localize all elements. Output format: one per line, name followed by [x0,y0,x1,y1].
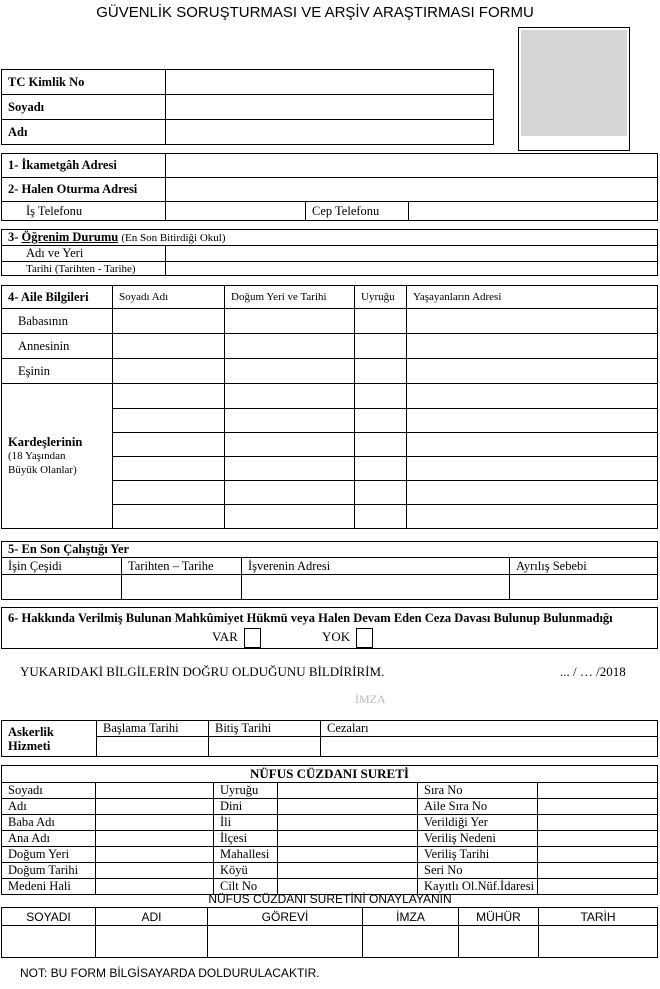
nufus-label: İlçesi [214,831,278,847]
spouse-address[interactable] [407,359,658,384]
father-address[interactable] [407,309,658,334]
photo-placeholder [521,30,627,136]
current-address-label: 2- Halen Oturma Adresi [2,178,166,202]
family-col-address: Yaşayanların Adresi [407,286,658,309]
residence-label: 1- İkametgâh Adresi [2,154,166,178]
approval-col-role: GÖREVİ [208,908,363,926]
mother-name[interactable] [113,334,225,359]
sibling-cell[interactable] [113,457,225,481]
military-col-end: Bitiş Tarihi [209,721,321,737]
nufus-label: Verildiği Yer [418,815,538,831]
job-dates-field[interactable] [122,575,242,600]
family-col-name: Soyadı Adı [113,286,225,309]
approval-field[interactable] [459,926,539,958]
nufus-label: Ana Adı [2,831,96,847]
mobile-label: Cep Telefonu [306,202,409,221]
nufus-label: Doğum Tarihi [2,863,96,879]
sibling-cell[interactable] [407,433,658,457]
sibling-cell[interactable] [113,384,225,409]
sibling-cell[interactable] [225,457,355,481]
mother-label: Annesinin [2,334,113,359]
nufus-field[interactable] [96,799,214,815]
education-table [1,229,658,276]
nufus-field[interactable] [538,783,658,799]
nufus-label: Uyruğu [214,783,278,799]
family-label: 4- Aile Bilgileri [2,286,113,309]
address-table [1,153,658,221]
sibling-cell[interactable] [407,505,658,529]
sibling-cell[interactable] [407,481,658,505]
work-phone-field[interactable] [166,202,306,221]
nufus-field[interactable] [278,815,418,831]
nufus-label: Veriliş Nedeni [418,831,538,847]
job-col-reason: Ayrılış Sebebi [510,558,658,575]
nufus-title: NÜFUS CÜZDANI SURETİ [2,766,658,783]
job-table [1,541,658,600]
nufus-field[interactable] [278,799,418,815]
job-reason-field[interactable] [510,575,658,600]
nufus-field[interactable] [96,783,214,799]
sibling-cell[interactable] [225,384,355,409]
job-col-dates: Tarihten – Tarihe [122,558,242,575]
conviction-yes: VAR [212,628,261,648]
father-nationality[interactable] [355,309,407,334]
nufus-label: Köyü [214,863,278,879]
spouse-name[interactable] [113,359,225,384]
military-col-penalties: Cezaları [321,721,658,737]
siblings-label: Kardeşlerinin (18 Yaşından Büyük Olanlar) [2,384,113,529]
nufus-field[interactable] [278,863,418,879]
approval-field[interactable] [2,926,96,958]
family-col-nationality: Uyruğu [355,286,407,309]
mother-nationality[interactable] [355,334,407,359]
sibling-cell[interactable] [355,433,407,457]
name-field[interactable] [166,120,494,145]
spouse-birth[interactable] [225,359,355,384]
nufus-label: Mahallesi [214,847,278,863]
sibling-cell[interactable] [355,384,407,409]
military-label: Askerlik Hizmeti [2,721,97,757]
nufus-field[interactable] [96,863,214,879]
sibling-cell[interactable] [113,409,225,433]
sibling-cell[interactable] [355,481,407,505]
photo-box[interactable] [518,27,630,151]
sibling-cell[interactable] [355,457,407,481]
spouse-nationality[interactable] [355,359,407,384]
mother-birth[interactable] [225,334,355,359]
nufus-label: Medeni Hali [2,879,96,895]
mobile-field[interactable] [409,202,658,221]
surname-field[interactable] [166,95,494,120]
school-dates-label: Tarihi (Tarihten - Tarihe) [2,262,166,276]
father-name[interactable] [113,309,225,334]
approval-col-surname: SOYADI [2,908,96,926]
nufus-label: Seri No [418,863,538,879]
nufus-label: Baba Adı [2,815,96,831]
nufus-label: Veriliş Tarihi [418,847,538,863]
sibling-cell[interactable] [407,384,658,409]
family-col-birth: Doğum Yeri ve Tarihi [225,286,355,309]
approval-table [1,907,658,958]
job-col-employer: İşverenin Adresi [242,558,510,575]
sibling-cell[interactable] [113,505,225,529]
surname-label: Soyadı [2,95,166,120]
nufus-field[interactable] [538,863,658,879]
current-address-field[interactable] [166,178,658,202]
signature-label: İMZA [355,692,386,706]
declaration-text: YUKARIDAKİ BİLGİLERİN DOĞRU OLDUĞUNU BİLDİRİRİM. [20,664,385,679]
tc-label: TC Kimlik No [2,70,166,95]
sibling-cell[interactable] [113,481,225,505]
nufus-label: Sıra No [418,783,538,799]
job-col-type: İşin Çeşidi [2,558,122,575]
nufus-field[interactable] [278,783,418,799]
nufus-label: Adı [2,799,96,815]
sibling-cell[interactable] [225,481,355,505]
nufus-label: Soyadı [2,783,96,799]
military-end-field[interactable] [209,737,321,757]
military-penalties-field[interactable] [321,737,658,757]
sibling-cell[interactable] [355,409,407,433]
approval-col-signature: İMZA [363,908,459,926]
approval-field[interactable] [363,926,459,958]
military-col-start: Başlama Tarihi [97,721,209,737]
job-header: 5- En Son Çalıştığı Yer [2,542,658,558]
military-table [1,720,658,757]
approval-field[interactable] [208,926,363,958]
yes-checkbox[interactable] [244,628,261,648]
form-title: GÜVENLİK SORUŞTURMASI VE ARŞİV ARAŞTIRMASI FORMU [96,4,534,21]
nufus-label: Cilt No [214,879,278,895]
nufus-field[interactable] [96,847,214,863]
declaration-date: ... / … /2018 [560,664,626,679]
nufus-label: İli [214,815,278,831]
conviction-label: 6- Hakkında Verilmiş Bulunan Mahkûmiyet Hükmü veya Halen Devam Eden Ceza Davası Bulunup Bulunmadığı [8,611,613,625]
sibling-cell[interactable] [407,409,658,433]
sibling-cell[interactable] [355,505,407,529]
military-start-field[interactable] [97,737,209,757]
father-birth[interactable] [225,309,355,334]
nufus-field[interactable] [538,799,658,815]
nufus-label: Kayıtlı Ol.Nüf.İdaresi [418,879,538,895]
name-label: Adı [2,120,166,145]
conviction-box [1,607,658,649]
form-note: NOT: BU FORM BİLGİSAYARDA DOLDURULACAKTIR. [20,966,320,980]
nufus-field[interactable] [96,831,214,847]
approval-field[interactable] [539,926,658,958]
mother-address[interactable] [407,334,658,359]
sibling-cell[interactable] [225,433,355,457]
nufus-field[interactable] [538,847,658,863]
no-checkbox[interactable] [356,628,373,648]
education-header: 3- Öğrenim Durumu (En Son Bitirdiği Okul) [2,230,658,246]
approval-col-seal: MÜHÜR [459,908,539,926]
sibling-cell[interactable] [113,433,225,457]
school-label: Adı ve Yeri [2,246,166,262]
approval-col-name: ADI [96,908,208,926]
nufus-field[interactable] [538,831,658,847]
approval-col-date: TARİH [539,908,658,926]
father-label: Babasının [2,309,113,334]
nufus-field[interactable] [538,815,658,831]
sibling-cell[interactable] [225,505,355,529]
sibling-cell[interactable] [407,457,658,481]
job-employer-field[interactable] [242,575,510,600]
nufus-label: Dini [214,799,278,815]
nufus-field[interactable] [278,831,418,847]
approval-field[interactable] [96,926,208,958]
job-type-field[interactable] [2,575,122,600]
nufus-table [1,765,658,895]
family-table [1,285,658,529]
school-field[interactable] [166,246,658,262]
residence-field[interactable] [166,154,658,178]
nufus-label: Doğum Yeri [2,847,96,863]
school-dates-field[interactable] [166,262,658,276]
approval-title: NÜFUS CÜZDANI SURETİNİ ONAYLAYANIN [208,892,452,906]
tc-field[interactable] [166,70,494,95]
work-phone-label: İş Telefonu [2,202,166,221]
nufus-label: Aile Sıra No [418,799,538,815]
spouse-label: Eşinin [2,359,113,384]
conviction-no: YOK [322,628,373,648]
nufus-field[interactable] [96,815,214,831]
identity-table [1,69,494,145]
nufus-field[interactable] [278,847,418,863]
sibling-cell[interactable] [225,409,355,433]
